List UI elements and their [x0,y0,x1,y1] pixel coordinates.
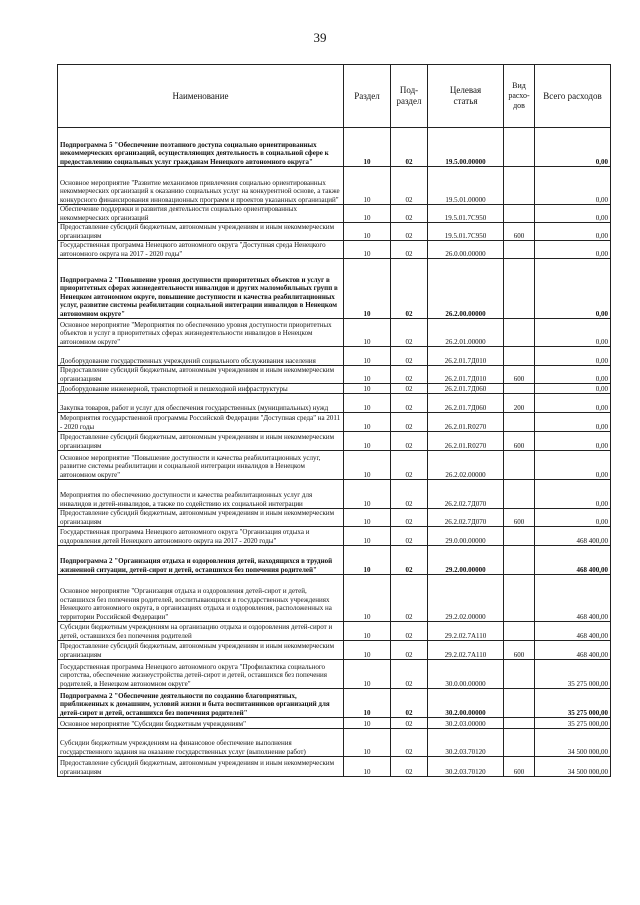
table-row [58,757,611,777]
cell-name: Предоставление субсидий бюджетным, автономным учреждениям и иным некоммерческим организациям [58,509,344,527]
cell-section: 10 [344,689,391,718]
cell-subsection: 02 [391,394,428,413]
cell-expense-type: 600 [504,223,535,241]
cell-section: 10 [344,394,391,413]
cell-target: 26.2.02.00000 [428,451,504,480]
cell-target: 29.2.00.00000 [428,546,504,575]
header-section: Раздел [344,65,391,128]
table-row [58,128,611,167]
cell-subsection: 02 [391,384,428,394]
table-row [58,622,611,641]
cell-total: 0,00 [535,394,611,413]
table-row [58,575,611,622]
cell-name: Обеспечение поддержки и развития деятельности социально ориентированных некоммерческих организаций [58,205,344,223]
cell-target: 19.5.01.7С950 [428,205,504,223]
cell-total: 0,00 [535,384,611,394]
cell-name: Основное мероприятие "Организация отдыха и оздоровления детей-сирот и детей, оставшихся без попечения родителей, воспитывающихся в государственных учреждениях Ненецкого автономного округа, в организациях отдыха и оздоровления, расположенных на территории Российской Федерации" [58,575,344,622]
cell-subsection: 02 [391,241,428,259]
cell-name: Государственная программа Ненецкого автономного округа "Профилактика социального сиротства, обеспечение жизнеустройства детей-сирот и детей, оставшихся без попечения родителей, в Ненецком автономном округе" [58,660,344,689]
cell-section: 10 [344,622,391,641]
budget-table [57,64,611,777]
cell-total: 468 400,00 [535,622,611,641]
cell-section: 10 [344,451,391,480]
cell-name: Подпрограмма 2 "Повышение уровня доступности приоритетных объектов и услуг в приоритетных сферах жизнедеятельности инвалидов и других маломобильных групп в Ненецком автономном округе, повышение доступности и качества реабилитационных услуг, развитие системы реабилитации социальной интеграции инвалидов в Ненецком автономном округе" [58,259,344,319]
cell-name: Государственная программа Ненецкого автономного округа "Доступная среда Ненецкого автономного округа на 2017 - 2020 годы" [58,241,344,259]
cell-name: Закупка товаров, работ и услуг для обеспечения государственных (муниципальных) нужд [58,394,344,413]
cell-section: 10 [344,575,391,622]
cell-subsection: 02 [391,660,428,689]
cell-total: 35 275 000,00 [535,660,611,689]
cell-section: 10 [344,413,391,432]
cell-total: 0,00 [535,241,611,259]
cell-subsection: 02 [391,622,428,641]
cell-subsection: 02 [391,757,428,777]
cell-subsection: 02 [391,480,428,509]
cell-section: 10 [344,509,391,527]
cell-target: 26.2.01.7Д010 [428,347,504,366]
cell-target: 26.2.01.00000 [428,319,504,347]
cell-name: Дооборудование инженерной, транспортной и пешеходной инфраструктуры [58,384,344,394]
cell-subsection: 02 [391,259,428,319]
cell-target: 26.2.01.7Д060 [428,384,504,394]
cell-subsection: 02 [391,509,428,527]
cell-name: Предоставление субсидий бюджетным, автономным учреждениям и иным некоммерческим организациям [58,366,344,384]
cell-name: Мероприятия государственной программы Российской Федерации "Доступная среда" на 2011 - 2020 годы [58,413,344,432]
table-row [58,546,611,575]
cell-subsection: 02 [391,689,428,718]
cell-total: 0,00 [535,451,611,480]
cell-expense-type [504,718,535,729]
cell-subsection: 02 [391,205,428,223]
table-row [58,660,611,689]
table-row [58,527,611,546]
cell-expense-type [504,347,535,366]
cell-section: 10 [344,259,391,319]
cell-expense-type [504,413,535,432]
cell-section: 10 [344,366,391,384]
cell-total: 0,00 [535,259,611,319]
table-row [58,641,611,660]
cell-expense-type: 600 [504,366,535,384]
cell-total: 0,00 [535,167,611,205]
cell-total: 468 400,00 [535,575,611,622]
cell-total: 468 400,00 [535,641,611,660]
cell-expense-type [504,575,535,622]
cell-name: Субсидии бюджетным учреждениям на финансовое обеспечение выполнения государственного задания на оказание государственных услуг (выполнение работ) [58,729,344,757]
table-body [58,128,611,777]
cell-expense-type [504,660,535,689]
cell-name: Предоставление субсидий бюджетным, автономным учреждениям и иным некоммерческим организациям [58,641,344,660]
cell-expense-type [504,259,535,319]
cell-name: Предоставление субсидий бюджетным, автономным учреждениям и иным некоммерческим организациям [58,432,344,451]
cell-expense-type [504,451,535,480]
cell-target: 29.2.02.7А110 [428,641,504,660]
table-row [58,319,611,347]
cell-target: 19.5.00.00000 [428,128,504,167]
cell-subsection: 02 [391,527,428,546]
cell-expense-type: 600 [504,641,535,660]
table-row [58,718,611,729]
header-total: Всего расходов [535,65,611,128]
cell-expense-type: 600 [504,757,535,777]
cell-target: 26.2.02.7Д070 [428,509,504,527]
cell-target: 30.2.00.00000 [428,689,504,718]
cell-subsection: 02 [391,366,428,384]
table-row [58,384,611,394]
cell-section: 10 [344,167,391,205]
page-number: 39 [313,30,327,45]
cell-subsection: 02 [391,641,428,660]
cell-subsection: 02 [391,413,428,432]
table-row [58,413,611,432]
cell-name: Основное мероприятие "Субсидии бюджетным учреждениям" [58,718,344,729]
cell-total: 0,00 [535,366,611,384]
cell-section: 10 [344,347,391,366]
cell-subsection: 02 [391,319,428,347]
table-row [58,241,611,259]
table-row [58,366,611,384]
cell-total: 468 400,00 [535,546,611,575]
cell-total: 0,00 [535,413,611,432]
cell-total: 35 275 000,00 [535,718,611,729]
table-row [58,451,611,480]
cell-section: 10 [344,718,391,729]
header-target: Целевая статья [428,65,504,128]
cell-expense-type [504,480,535,509]
cell-subsection: 02 [391,223,428,241]
cell-name: Подпрограмма 2 "Организация отдыха и оздоровления детей, находящихся в трудной жизненной ситуации, детей-сирот и детей, оставшихся без попечения родителей" [58,546,344,575]
cell-total: 35 275 000,00 [535,689,611,718]
cell-section: 10 [344,205,391,223]
cell-section: 10 [344,432,391,451]
table-row [58,432,611,451]
cell-total: 468 400,00 [535,527,611,546]
header-subsection: Под- раздел [391,65,428,128]
table-row [58,509,611,527]
cell-total: 34 500 000,00 [535,757,611,777]
cell-section: 10 [344,527,391,546]
cell-name: Подпрограмма 2 "Обеспечение деятельности по созданию благоприятных, приближенных к домашним, условий жизни и быта воспитанников организаций для детей-сирот и детей, оставшихся без попечения родителей" [58,689,344,718]
cell-expense-type [504,729,535,757]
cell-target: 26.2.01.R0270 [428,432,504,451]
cell-name: Предоставление субсидий бюджетным, автономным учреждениям и иным некоммерческим организациям [58,757,344,777]
cell-expense-type: 200 [504,394,535,413]
table-header-row [58,65,611,128]
cell-target: 29.0.00.00000 [428,527,504,546]
cell-section: 10 [344,241,391,259]
cell-total: 0,00 [535,432,611,451]
cell-section: 10 [344,729,391,757]
cell-name: Основное мероприятие "Мероприятия по обеспечению уровня доступности приоритетных объектов и услуг в приоритетных сферах жизнедеятельности инвалидов в Ненецком автономном округе" [58,319,344,347]
cell-target: 26.2.01.7Д010 [428,366,504,384]
cell-target: 30.0.00.00000 [428,660,504,689]
cell-target: 19.5.01.7С950 [428,223,504,241]
cell-expense-type [504,384,535,394]
cell-section: 10 [344,384,391,394]
cell-total: 34 500 000,00 [535,729,611,757]
header-expense-type: Вид расхо- дов [504,65,535,128]
cell-expense-type [504,319,535,347]
cell-name: Подпрограмма 5 "Обеспечение поэтапного доступа социально ориентированных некоммерческих организаций, осуществляющих деятельность в социальной сфере к предоставлению социальных услуг гражданам Ненецкого автономного округа" [58,128,344,167]
cell-expense-type [504,205,535,223]
cell-name: Субсидии бюджетным учреждениям на организацию отдыха и оздоровления детей-сирот и детей, оставшихся без попечения родителей [58,622,344,641]
cell-section: 10 [344,480,391,509]
cell-expense-type [504,241,535,259]
cell-subsection: 02 [391,432,428,451]
cell-expense-type [504,128,535,167]
table-row [58,205,611,223]
table-row [58,347,611,366]
cell-target: 30.2.03.00000 [428,718,504,729]
cell-section: 10 [344,319,391,347]
cell-name: Дооборудование государственных учреждений социального обслуживания населения [58,347,344,366]
cell-total: 0,00 [535,128,611,167]
cell-target: 26.2.02.7Д070 [428,480,504,509]
cell-section: 10 [344,223,391,241]
cell-subsection: 02 [391,167,428,205]
cell-total: 0,00 [535,347,611,366]
table-row [58,689,611,718]
cell-section: 10 [344,546,391,575]
cell-total: 0,00 [535,223,611,241]
cell-target: 29.2.02.7А110 [428,622,504,641]
cell-subsection: 02 [391,347,428,366]
cell-target: 29.2.02.00000 [428,575,504,622]
cell-section: 10 [344,660,391,689]
cell-expense-type [504,622,535,641]
cell-target: 26.2.01.R0270 [428,413,504,432]
table-row [58,480,611,509]
cell-subsection: 02 [391,546,428,575]
cell-name: Государственная программа Ненецкого автономного округа "Организация отдыха и оздоровления детей Ненецкого автономного округа на 2017 - 2020 годы" [58,527,344,546]
cell-target: 26.2.00.00000 [428,259,504,319]
cell-target: 19.5.01.00000 [428,167,504,205]
cell-subsection: 02 [391,128,428,167]
cell-section: 10 [344,128,391,167]
cell-subsection: 02 [391,575,428,622]
cell-target: 30.2.03.70120 [428,757,504,777]
table-row [58,729,611,757]
table-row [58,259,611,319]
cell-total: 0,00 [535,509,611,527]
cell-target: 26.0.00.00000 [428,241,504,259]
header-name: Наименование [58,65,344,128]
cell-expense-type [504,546,535,575]
table-row [58,167,611,205]
cell-expense-type: 600 [504,432,535,451]
cell-subsection: 02 [391,451,428,480]
cell-expense-type [504,167,535,205]
cell-section: 10 [344,757,391,777]
cell-total: 0,00 [535,205,611,223]
cell-name: Основное мероприятие "Повышение доступности и качества реабилитационных услуг, развитие системы реабилитации и социальной интеграции инвалидов в Ненецком автономном округе" [58,451,344,480]
cell-target: 26.2.01.7Д060 [428,394,504,413]
cell-expense-type [504,689,535,718]
cell-total: 0,00 [535,480,611,509]
cell-name: Мероприятия по обеспечению доступности и качества реабилитационных услуг для инвалидов и детей-инвалидов, а также по содействию их социальной интеграции [58,480,344,509]
cell-subsection: 02 [391,718,428,729]
table-row [58,223,611,241]
cell-target: 30.2.03.70120 [428,729,504,757]
cell-expense-type [504,527,535,546]
cell-name: Основное мероприятие "Развитие механизмов привлечения социально ориентированных некоммерческих организаций к оказанию социальных услуг на конкурентной основе, а также конкурсного финансирования инновационных программ и проектов указанных организаций" [58,167,344,205]
table-row [58,394,611,413]
cell-total: 0,00 [535,319,611,347]
cell-section: 10 [344,641,391,660]
cell-subsection: 02 [391,729,428,757]
cell-name: Предоставление субсидий бюджетным, автономным учреждениям и иным некоммерческим организациям [58,223,344,241]
cell-expense-type: 600 [504,509,535,527]
